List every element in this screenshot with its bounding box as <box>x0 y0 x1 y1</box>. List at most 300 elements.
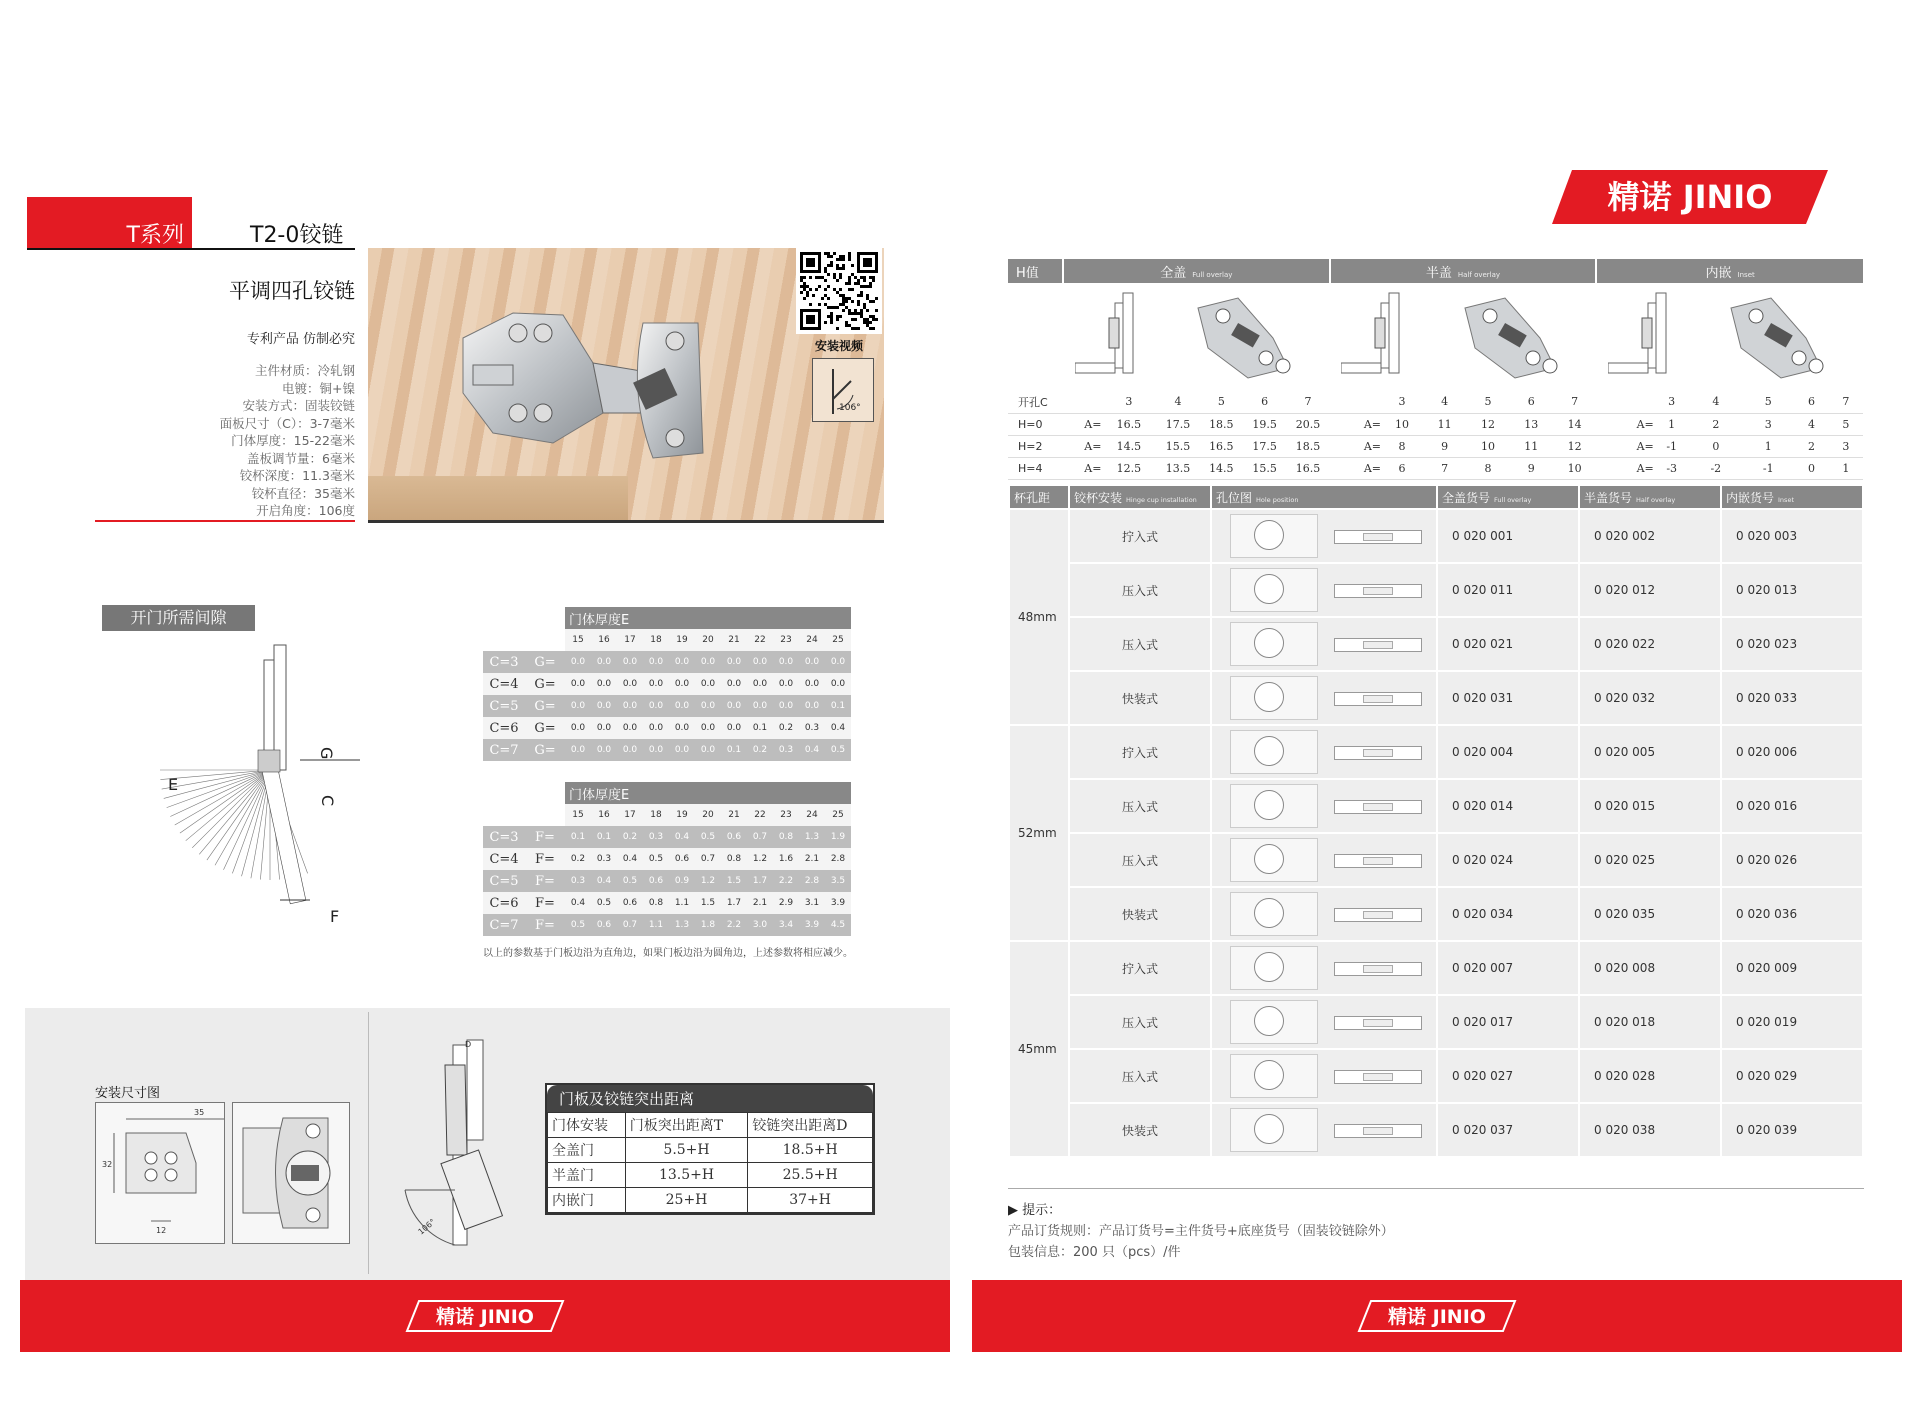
cell: 2.1 <box>747 892 773 914</box>
cell: 18.5+H <box>748 1138 873 1163</box>
table-row <box>483 826 851 848</box>
install-dims-label: 安装尺寸图 <box>95 1086 161 1101</box>
cell: 0.0 <box>669 673 695 695</box>
cell: 0.0 <box>643 651 669 673</box>
h-row-label: H=0 <box>1008 413 1063 435</box>
a-value: 11 <box>1510 435 1553 457</box>
tips-block <box>1008 1200 1394 1263</box>
cup-install-type: 压入式 <box>1069 779 1211 833</box>
cell: 3.0 <box>747 914 773 936</box>
cell: 1.7 <box>721 892 747 914</box>
a-value: 4 <box>1794 413 1828 435</box>
inset-code: 0 020 009 <box>1721 941 1863 995</box>
cell: 0.2 <box>773 717 799 739</box>
table-row <box>1009 941 1863 995</box>
protrusion-header: 门板突出距离T <box>625 1113 747 1138</box>
cell: 0.5 <box>591 892 617 914</box>
a-value: 20.5 <box>1286 413 1329 435</box>
a-label: A= <box>1596 457 1653 479</box>
half-overlay-code: 0 020 012 <box>1579 563 1721 617</box>
a-value: 2 <box>1794 435 1828 457</box>
hole-diagram-icon <box>1216 838 1426 882</box>
c-value: 6 <box>1510 391 1553 413</box>
cell: 0.7 <box>617 914 643 936</box>
title-underline <box>27 248 355 250</box>
cell: 0.6 <box>643 870 669 892</box>
qr-label: 安装视频 <box>814 339 863 353</box>
product-table-header: 铰杯安装 Hinge cup installation <box>1069 485 1211 509</box>
col-header: 21 <box>721 804 747 826</box>
cell: 1.7 <box>747 870 773 892</box>
cell: 0.2 <box>747 739 773 761</box>
inset-code: 0 020 013 <box>1721 563 1863 617</box>
cell: 0.0 <box>591 695 617 717</box>
cup-install-type: 压入式 <box>1069 833 1211 887</box>
k-label: G= <box>525 651 565 673</box>
col-header: 16 <box>591 804 617 826</box>
c-label: C=3 <box>483 826 525 848</box>
a-label: A= <box>1596 413 1653 435</box>
table-row <box>548 1163 873 1188</box>
cell: 0.0 <box>643 717 669 739</box>
cup-install-type: 快装式 <box>1069 671 1211 725</box>
a-value: 0 <box>1690 435 1742 457</box>
table-row <box>1009 563 1863 617</box>
c-label: C=4 <box>483 673 525 695</box>
a-label: A= <box>1063 457 1101 479</box>
a-value: 18.5 <box>1200 413 1243 435</box>
k-label: F= <box>525 848 565 870</box>
a-label: A= <box>1596 435 1653 457</box>
hole-diagram-icon <box>1216 946 1426 990</box>
cell: 0.2 <box>565 848 591 870</box>
a-value: 8 <box>1466 457 1509 479</box>
full-overlay-code: 0 020 014 <box>1437 779 1579 833</box>
cell: 0.5 <box>695 826 721 848</box>
col-header: 24 <box>799 804 825 826</box>
a-value: 12 <box>1553 435 1596 457</box>
cell: 0.0 <box>669 651 695 673</box>
cell: 2.1 <box>799 848 825 870</box>
k-label: G= <box>525 739 565 761</box>
footer-bar-left <box>20 1280 950 1352</box>
table-row <box>1008 413 1863 435</box>
inset-code: 0 020 026 <box>1721 833 1863 887</box>
cell: 0.0 <box>799 695 825 717</box>
c-value: 4 <box>1156 391 1199 413</box>
side-label-d: D <box>465 1040 472 1049</box>
side-angle: 106° <box>416 1217 438 1237</box>
spec-item: 门体厚度：15-22毫米 <box>231 433 355 448</box>
k-label: G= <box>525 673 565 695</box>
cell: 1.2 <box>747 848 773 870</box>
table-row <box>1009 725 1863 779</box>
hole-position-cell <box>1211 1103 1437 1157</box>
col-header: 19 <box>669 629 695 651</box>
cell: 0.0 <box>565 673 591 695</box>
a-value: 1 <box>1654 413 1690 435</box>
hole-position-cell <box>1211 671 1437 725</box>
full-overlay-code: 0 020 027 <box>1437 1049 1579 1103</box>
shelf-board <box>368 476 628 520</box>
cup-install-type: 快装式 <box>1069 1103 1211 1157</box>
cup-install-type: 压入式 <box>1069 617 1211 671</box>
hole-position-cell <box>1211 1049 1437 1103</box>
cell: 0.4 <box>669 826 695 848</box>
logo-text: 精诺 JINIO <box>1607 178 1773 216</box>
inset-code: 0 020 003 <box>1721 509 1863 563</box>
cell: 0.0 <box>695 673 721 695</box>
c-value: 3 <box>1381 391 1423 413</box>
group-header: 半盖 Half overlay <box>1330 259 1597 283</box>
full-overlay-code: 0 020 034 <box>1437 887 1579 941</box>
full-overlay-code: 0 020 021 <box>1437 617 1579 671</box>
full-overlay-code: 0 020 031 <box>1437 671 1579 725</box>
half-overlay-code: 0 020 002 <box>1579 509 1721 563</box>
cell: 1.5 <box>695 892 721 914</box>
cell: 0.4 <box>591 870 617 892</box>
a-value: -2 <box>1690 457 1742 479</box>
cell: 0.4 <box>617 848 643 870</box>
hole-diagram-icon <box>1216 784 1426 828</box>
qr-code-icon <box>800 252 878 330</box>
cell: 0.1 <box>591 826 617 848</box>
hole-diagram-icon <box>1216 892 1426 936</box>
cell: 0.0 <box>747 673 773 695</box>
cup-install-type: 压入式 <box>1069 1049 1211 1103</box>
col-header: 23 <box>773 629 799 651</box>
a-value: -1 <box>1742 457 1794 479</box>
table-row <box>483 739 851 761</box>
cell: 0.8 <box>643 892 669 914</box>
table-row <box>1009 995 1863 1049</box>
col-header: 24 <box>799 629 825 651</box>
a-value: 13.5 <box>1156 457 1199 479</box>
a-value: 2 <box>1690 413 1742 435</box>
cell: 0.6 <box>669 848 695 870</box>
table-row <box>1009 779 1863 833</box>
cell: 1.3 <box>669 914 695 936</box>
dim-35: 35 <box>194 1108 205 1117</box>
protrusion-header: 门体安装 <box>548 1113 626 1138</box>
a-value: 0 <box>1794 457 1828 479</box>
product-subtitle: 平调四孔铰链 <box>229 279 355 303</box>
protrusion-table <box>545 1083 875 1215</box>
inset-code: 0 020 039 <box>1721 1103 1863 1157</box>
col-header: 22 <box>747 629 773 651</box>
col-header: 15 <box>565 804 591 826</box>
hole-diagram-icon <box>1216 514 1426 558</box>
c-value: 6 <box>1243 391 1286 413</box>
product-code-table <box>1008 484 1864 1158</box>
c-label: C=7 <box>483 739 525 761</box>
a-value: 19.5 <box>1243 413 1286 435</box>
hole-diagram-icon <box>1216 1108 1426 1152</box>
cell: 0.5 <box>617 870 643 892</box>
cup-install-type: 拧入式 <box>1069 725 1211 779</box>
cell: 0.1 <box>825 695 851 717</box>
cell: 0.0 <box>617 695 643 717</box>
jinio-logo-icon <box>1357 1299 1517 1333</box>
jinio-logo-icon <box>405 1299 565 1333</box>
cell: 0.0 <box>617 651 643 673</box>
col-header: 20 <box>695 629 721 651</box>
a-label: A= <box>1330 457 1381 479</box>
product-table-header: 孔位图 Hole position <box>1211 485 1437 509</box>
hole-position-cell <box>1211 941 1437 995</box>
hinge-cup-drawing-icon <box>233 1103 349 1243</box>
table-row <box>483 914 851 936</box>
g-gap-table <box>483 607 851 761</box>
cell: 5.5+H <box>625 1138 747 1163</box>
install-divider <box>368 1012 369 1274</box>
hole-diagram-icon <box>1216 676 1426 720</box>
c-value: 5 <box>1200 391 1243 413</box>
label-c: C <box>318 795 337 807</box>
label-g: G <box>317 747 336 760</box>
cell: 0.3 <box>565 870 591 892</box>
cell: 0.0 <box>591 651 617 673</box>
a-value: 16.5 <box>1101 413 1156 435</box>
table-row <box>483 717 851 739</box>
cup-install-type: 拧入式 <box>1069 941 1211 995</box>
a-value: 1 <box>1829 457 1863 479</box>
a-value: 7 <box>1423 457 1466 479</box>
protrusion-header: 铰链突出距离D <box>748 1113 873 1138</box>
cell: 3.1 <box>799 892 825 914</box>
a-value: 15.5 <box>1156 435 1199 457</box>
cell: 0.0 <box>643 739 669 761</box>
cell: 0.0 <box>721 717 747 739</box>
protrusion-title: 门板及铰链突出距离 <box>547 1085 873 1112</box>
col-header: 21 <box>721 629 747 651</box>
cup-distance: 52mm <box>1009 725 1069 941</box>
table-row <box>1009 887 1863 941</box>
hinge-photo-icon <box>453 293 713 473</box>
install-drawing-left <box>95 1102 225 1244</box>
overlay-section-icon <box>1608 288 1678 383</box>
half-overlay-code: 0 020 022 <box>1579 617 1721 671</box>
thumb-angle-label: 106° <box>839 403 861 413</box>
tips-title: ▶ 提示： <box>1008 1203 1062 1218</box>
cell: 1.3 <box>799 826 825 848</box>
product-table-header: 杯孔距 <box>1009 485 1069 509</box>
group-header: 内嵌 Inset <box>1596 259 1863 283</box>
product-table-header: 全盖货号 Full overlay <box>1437 485 1579 509</box>
inset-code: 0 020 036 <box>1721 887 1863 941</box>
a-label: A= <box>1063 435 1101 457</box>
cell: 0.0 <box>669 717 695 739</box>
a-label: A= <box>1330 413 1381 435</box>
hinge-arm-drawing-icon <box>96 1103 224 1243</box>
cell: 0.1 <box>747 717 773 739</box>
hinge-3d-icon <box>1711 288 1841 383</box>
a-value: 18.5 <box>1286 435 1329 457</box>
c-label: C=5 <box>483 870 525 892</box>
col-header: 19 <box>669 804 695 826</box>
hole-diagram-icon <box>1216 730 1426 774</box>
cell: 0.0 <box>591 673 617 695</box>
cell: 1.6 <box>773 848 799 870</box>
table-row <box>483 892 851 914</box>
cup-install-type: 快装式 <box>1069 887 1211 941</box>
cell: 半盖门 <box>548 1163 626 1188</box>
h-row-label: H=2 <box>1008 435 1063 457</box>
cell: 2.2 <box>721 914 747 936</box>
table-row <box>483 848 851 870</box>
table-row <box>1009 509 1863 563</box>
k-label: F= <box>525 892 565 914</box>
cell: 0.0 <box>773 695 799 717</box>
cell: 1.2 <box>695 870 721 892</box>
cell: 0.3 <box>643 826 669 848</box>
table-row <box>548 1188 873 1213</box>
col-header: 25 <box>825 629 851 651</box>
c-label: C=6 <box>483 892 525 914</box>
c-value: 7 <box>1829 391 1863 413</box>
cell: 0.0 <box>565 651 591 673</box>
a-value: 12 <box>1466 413 1509 435</box>
a-value: 5 <box>1829 413 1863 435</box>
inset-code: 0 020 006 <box>1721 725 1863 779</box>
c-value: 7 <box>1286 391 1329 413</box>
cup-install-type: 压入式 <box>1069 563 1211 617</box>
a-value: 10 <box>1466 435 1509 457</box>
jinio-logo-top-icon <box>1550 168 1830 226</box>
cell: 2.8 <box>825 848 851 870</box>
gap-diagram <box>150 640 390 940</box>
h-value-table <box>1008 259 1863 480</box>
a-value: 3 <box>1829 435 1863 457</box>
table-row <box>483 673 851 695</box>
full-overlay-code: 0 020 004 <box>1437 725 1579 779</box>
hole-position-cell <box>1211 725 1437 779</box>
half-overlay-code: 0 020 008 <box>1579 941 1721 995</box>
a-value: 3 <box>1742 413 1794 435</box>
a-value: 10 <box>1553 457 1596 479</box>
a-value: 1 <box>1742 435 1794 457</box>
cell: 0.3 <box>799 717 825 739</box>
table-header: 门体厚度E <box>565 782 851 804</box>
cell: 0.4 <box>565 892 591 914</box>
cell: 0.0 <box>695 695 721 717</box>
table-row <box>1009 671 1863 725</box>
h-label: H值 <box>1008 259 1063 283</box>
product-table-header: 半盖货号 Half overlay <box>1579 485 1721 509</box>
cell: 0.0 <box>799 673 825 695</box>
half-overlay-code: 0 020 035 <box>1579 887 1721 941</box>
cell: 0.0 <box>721 651 747 673</box>
c-value: 6 <box>1794 391 1828 413</box>
hole-position-cell <box>1211 563 1437 617</box>
k-label: G= <box>525 695 565 717</box>
cell: 0.9 <box>669 870 695 892</box>
cell: 0.0 <box>825 673 851 695</box>
col-header: 17 <box>617 804 643 826</box>
spec-underline <box>95 520 355 522</box>
hinge-3d-icon <box>1445 288 1575 383</box>
a-value: 8 <box>1381 435 1423 457</box>
half-overlay-code: 0 020 038 <box>1579 1103 1721 1157</box>
opening-angle-thumbnail <box>812 358 874 422</box>
spec-item: 电镀：铜+镍 <box>282 380 355 396</box>
cell: 0.0 <box>617 717 643 739</box>
cell: 0.0 <box>695 717 721 739</box>
c-row-label: 开孔C <box>1008 391 1063 413</box>
col-header: 17 <box>617 629 643 651</box>
col-header: 18 <box>643 629 669 651</box>
cell: 0.0 <box>565 739 591 761</box>
qr-code[interactable] <box>796 248 882 334</box>
tips-divider <box>1008 1188 1864 1189</box>
hole-position-cell <box>1211 779 1437 833</box>
k-label: G= <box>525 717 565 739</box>
c-value: 5 <box>1466 391 1509 413</box>
table-row <box>1009 617 1863 671</box>
cell: 0.7 <box>747 826 773 848</box>
full-overlay-code: 0 020 001 <box>1437 509 1579 563</box>
a-value: 15.5 <box>1243 457 1286 479</box>
cell: 0.0 <box>591 717 617 739</box>
inset-code: 0 020 023 <box>1721 617 1863 671</box>
cell: 37+H <box>748 1188 873 1213</box>
table-row <box>1008 435 1863 457</box>
c-value: 5 <box>1742 391 1794 413</box>
table-header: 门体厚度E <box>565 607 851 629</box>
cell: 0.6 <box>721 826 747 848</box>
cell: 0.8 <box>773 826 799 848</box>
a-value: 9 <box>1510 457 1553 479</box>
cell: 25+H <box>625 1188 747 1213</box>
inset-code: 0 020 016 <box>1721 779 1863 833</box>
a-value: 10 <box>1381 413 1423 435</box>
hole-diagram-icon <box>1216 622 1426 666</box>
cell: 0.4 <box>825 717 851 739</box>
tips-packing: 包装信息：200 只（pcs）/件 <box>1008 1245 1181 1260</box>
cell: 0.0 <box>591 739 617 761</box>
inset-code: 0 020 029 <box>1721 1049 1863 1103</box>
hole-position-cell <box>1211 887 1437 941</box>
hole-diagram-icon <box>1216 1054 1426 1098</box>
cell: 3.5 <box>825 870 851 892</box>
c-label: C=6 <box>483 717 525 739</box>
overlay-section-icon <box>1341 288 1411 383</box>
cell: 0.0 <box>747 651 773 673</box>
spec-item: 铰杯直径：35毫米 <box>251 485 355 501</box>
cell: 内嵌门 <box>548 1188 626 1213</box>
product-table-header: 内嵌货号 Inset <box>1721 485 1863 509</box>
hole-diagram-icon <box>1216 1000 1426 1044</box>
full-overlay-code: 0 020 037 <box>1437 1103 1579 1157</box>
label-f: F <box>330 907 340 926</box>
protrusion-grid <box>547 1112 873 1213</box>
hole-position-cell <box>1211 995 1437 1049</box>
dim-12: 12 <box>156 1226 167 1235</box>
a-value: 16.5 <box>1286 457 1329 479</box>
cell: 全盖门 <box>548 1138 626 1163</box>
cell: 0.0 <box>773 651 799 673</box>
hole-position-cell <box>1211 617 1437 671</box>
cell: 0.8 <box>721 848 747 870</box>
half-overlay-code: 0 020 028 <box>1579 1049 1721 1103</box>
a-value: 12.5 <box>1101 457 1156 479</box>
cup-distance: 45mm <box>1009 941 1069 1157</box>
a-value: -3 <box>1654 457 1690 479</box>
overlay-section-icon <box>1075 288 1145 383</box>
full-overlay-code: 0 020 007 <box>1437 941 1579 995</box>
a-value: 14.5 <box>1200 457 1243 479</box>
cell: 0.1 <box>721 739 747 761</box>
